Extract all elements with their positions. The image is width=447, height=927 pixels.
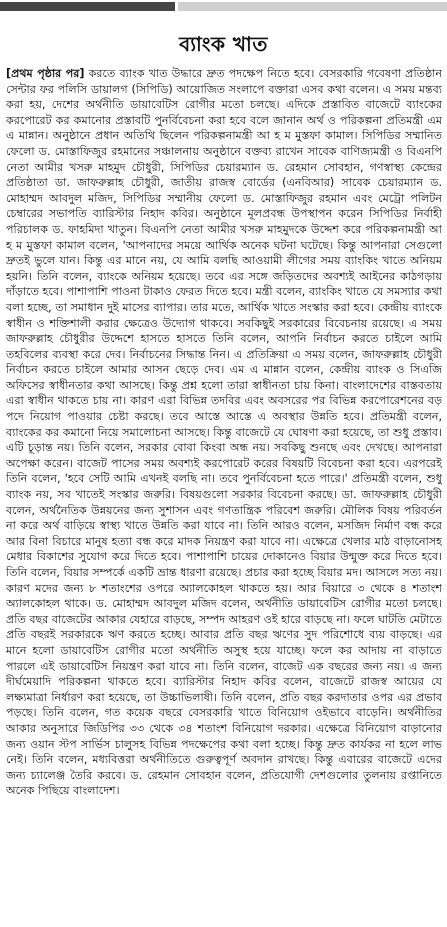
- top-rule-dark: [0, 2, 175, 11]
- continued-from-front-page-tag: [প্রথম পৃষ্ঠার পর]: [6, 67, 85, 80]
- top-rule: [0, 2, 447, 11]
- article-text: করতে ব্যাংক খাত উদ্ধারে দ্রুত পদক্ষেপ নিতে হবে। বেসরকারি গবেষণা প্রতিষ্ঠান সেন্টার ফর পলিসি ডায়ালগ (সিপিডি) আয়োজিত সংলাপে বক্তারা এসব কথা বলেন। এ সময় মন্তব্য করা হয়, দেশের অর্থনীতি ডায়াবেটিস রোগীর মতো চলছে। এদিকে প্রস্তাবিত বাজেটে ব্যাংকের করপোরেট কর কমানোর প্রস্তাবটি পুনর্বিবেচনা করা হবে বলে জানান অর্থ ও পরিকল্পনা প্রতিমন্ত্রী এম এ মান্নান। অনুষ্ঠানে প্রধান অতিথি ছিলেন পরিকল্পনামন্ত্রী আ হ ম মুস্তফা কামাল। সিপিডির সম্মানিত ফেলো ড. মোস্তাফিজুর রহমানের সঞ্চালনায় অনুষ্ঠানে বক্তব্য রাখেন সাবেক বাণিজ্যমন্ত্রী ও বিএনপি নেতা আমীর খসরু মাহমুদ চৌধুরী, সিপিডির চেয়ারম্যান ড. রেহমান সোবহান, গণস্বাস্থ্য কেন্দ্রের প্রতিষ্ঠাতা ডা. জাফরুল্লাহ চৌধুরী, জাতীয় রাজস্ব বোর্ডের (এনবিআর) সাবেক চেয়ারম্যান ড. মোহাম্মদ আবদুল মজিদ, সিপিডির সম্মানীয় ফেলো ড. মোস্তাফিজুর রহমান এবং মেট্রো পলিটন চেম্বারের সভাপতি ব্যারিস্টার নিহাদ কবির। অনুষ্ঠানে মূলপ্রবন্ধ উপস্থাপন করেন সিপিডির নির্বাহী পরিচালক ড. ফাহমিদা খাতুন। বিএনপি নেতা আমীর খসরু মাহমুদকে উদ্দেশ করে পরিকল্পনামন্ত্রী আ হ ম মুস্তফা কামাল বলেন, 'আপনাদের সময়ে আর্থিক অনেক ঘটনা ঘটেছে। কিন্তু আপনারা সেগুলো দ্রুতই ভুলে যান। কিন্তু এর মানে নয়, যে আমি বলছি আওয়ামী লীগের সময় ব্যাংকিং খাতে অনিয়ম হয়নি। তিনি বলেন, ব্যাংকে অনিয়ম হয়েছে। তবে এর সঙ্গে জড়িতদের অবশ্যই আইনের কাঠগড়ায় দাঁড়াতে হবে। পাশাপাশি পাওনা টাকাও ফেরত দিতে হবে। মন্ত্রী বলেন, ব্যাংকিং খাতে যে সমস্যার কথা বলা হচ্ছে, তা সমাধান দুই মাসের ব্যাপার। তার মতে, আর্থিক খাতে সংস্কার করা হবে। কেন্দ্রীয় ব্যাংকে স্বাধীন ও শক্তিশালী করার ক্ষেত্রেও উদ্যোগ থাকবে। সবকিছুই সরকারের বিবেচনায় রয়েছে। এ সময় জাফরুল্লাহ চৌধুরীর উদ্দেশে হাসতে হাসতে তিনি বলেন, আপনি নির্বাচন করতে চাইলে আমি তহবিলের ব্যবস্থা করে দেব। নির্বাচনের সিদ্ধান্ত নিন। এ প্রতিক্রিয়া এ সময় বলেন, জাফরুল্লাহ চৌধুরী নির্বাচন করতে চাইলে আমার আসন ছেড়ে দেব। এম এ মান্নান বলেন, কেন্দ্রীয় ব্যাংক ও সিএজি অফিসের স্বাধীনতার কথা আসছে। কিন্তু প্রশ্ন হলো তারা স্বাধীনতা চায় কিনা। বাংলাদেশের বাস্তবতায় এরা স্বাধীন থাকতে চায় না। কারণ এরা বিভিন্ন তদবির এবং অবসরের পর বিভিন্ন করপোরেশনের বড় পদে নিয়োগ পাওয়ার চেষ্টা করছে। তবে আস্তে আস্তে এ অবস্থার উন্নতি হবে। প্রতিমন্ত্রী বলেন, ব্যাংকের কর কমানো নিয়ে সমালোচনা আসছে। কিন্তু বাজেটে যে ঘোষণা করা হয়েছে, তা শুধু প্রস্তাব। এটি চূড়ান্ত নয়। তিনি বলেন, সরকার বোবা কিংবা অন্ধ নয়। সবকিছু শুনছে এবং দেখছে। আপনারা অপেক্ষা করেন। বাজেট পাসের সময় অবশ্যই করপোরেট করের বিষয়টি বিবেচনা করা হবে। এরপরেই তিনি বলেন, 'হবে সেটি আমি এখনই বলছি না। তবে পুনর্বিবেচনা হতে পারে।' প্রতিমন্ত্রী বলেন, শুধু ব্যাংক নয়, সব খাতেই সংস্কার জরুরি। বিষয়গুলো সরকার বিবেচনা করছে। ডা. জাফরুল্লাহ চৌধুরী বলেন, অর্থনৈতিক উন্নয়নের জন্য সুশাসন এবং গণতান্ত্রিক পরিবেশ জরুরি। মৌলিক বিষয় পরিবর্তন না করে অর্থ বাড়িয়ে স্বাস্থ্য খাতে উন্নতি করা যাবে না। তিনি আরও বলেন, মসজিদ নির্মাণ বন্ধ করে আর বিনা বিচারে মানুষ হত্যা বন্ধ করে মাদক নিয়ন্ত্রণ করা যাবে না। এক্ষেত্রে খেলার মাঠ বাড়ানোসহ মেধার বিকাশের সুযোগ করে দিতে হবে। পাশাপাশি চায়ের দোকানেও বিয়ার উন্মুক্ত করে দিতে হবে। তিনি বলেন, বিয়ার সম্পর্কে একটি ভ্রান্ত ধারণা রয়েছে। প্রচার করা হচ্ছে বিয়ার মদ। আসলে সত্য নয়। কারণ মদের জন্য ৮ শতাংশের ওপরে অ্যালকোহল থাকতে হয়। আর বিয়ারে ৩ থেকে ৪ শতাংশ অ্যালকোহল থাকে। ড. মোহাম্মদ আবদুল মজিদ বলেন, অর্থনীতি ডায়াবেটিস রোগীর মতো চলছে। প্রতি বছর বাজেটের আকার যেহারে বাড়ছে, সম্পদ আহরণ ওই হারে বাড়ছে না। ফলে ঘাটতি মেটাতে প্রতি বছরই সরকারকে ঋণ করতে হচ্ছে। আবার প্রতি বছর ঋণের সুদ পরিশোধে ব্যয় বাড়ছে। এর মানে হলো ডায়াবেটিস রোগীর মতো অর্থনীতি অসুস্থ হয়ে যাচ্ছে। ফলে কর আদায় না বাড়াতে পারলে এই ডায়াবেটিস নিয়ন্ত্রণ করা যাবে না। তিনি বলেন, বাজেট এক বছরের জন্য নয়। এ জন্য দীর্ঘমেয়াদি পরিকল্পনা থাকতে হবে। ব্যারিস্টার নিহাদ কবির বলেন, বাজেটে রাজস্ব আয়ের যে লক্ষ্যমাত্রা নির্ধারণ করা হয়েছে, তা উচ্চাভিলাষী। তিনি বলেন, প্রতি বছর করদাতার ওপর এর প্রভাব পড়ছে। তিনি বলেন, গত কয়েক বছরে বেসরকারি খাতে বিনিয়োগ ওইভাবে বাড়েনি। অর্থনীতির আকার অনুসারে জিডিপির ৩৩ থেকে ৩৪ শতাংশ বিনিয়োগ দরকার। এক্ষেত্রে বিনিয়োগ বাড়ানোর জন্য ওয়ান স্টপ সার্ভিস চালুসহ বিভিন্ন পদক্ষেপের কথা বলা হচ্ছে। কিন্তু দ্রুত কার্যকর না হলে লাভ নেই। তিনি বলেন, মধ্যবিত্তরা অর্থনীতিতে গুরুত্বপূর্ণ অবদান রাখছে। কিন্তু এবারের বাজেটে এদের জন্য চ্যালেঞ্জ তৈরি করবে। ড. রেহমান সোবহান বলেন, প্রতিযোগী দেশগুলোর তুলনায় রপ্তানিতে অনেক পিছিয়ে বাংলাদেশ।: [6, 67, 442, 798]
- headline: ব্যাংক খাত: [179, 32, 268, 56]
- article-body: [6, 66, 442, 924]
- top-rule-light: [178, 2, 447, 11]
